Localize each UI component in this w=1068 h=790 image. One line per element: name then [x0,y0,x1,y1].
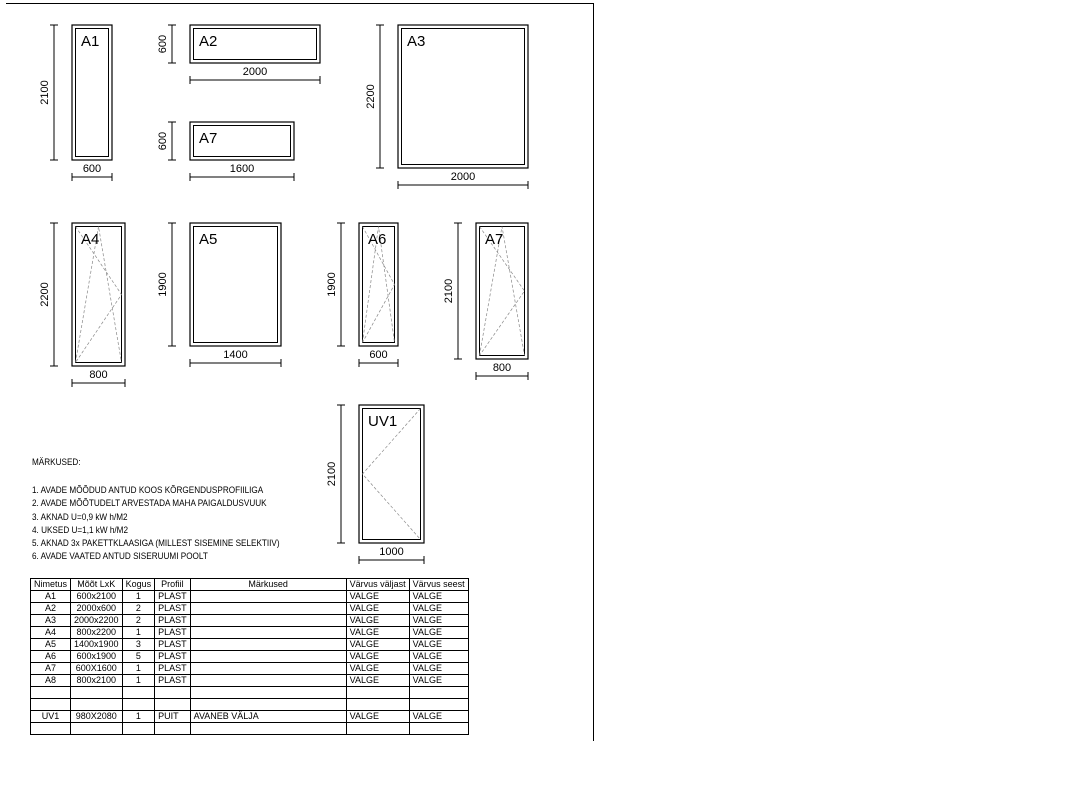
table-cell [190,639,346,651]
window-name-label: A1 [81,33,100,50]
window-name-label: A7 [199,130,218,147]
table-cell: A2 [31,603,71,615]
table-cell [122,723,155,735]
table-cell: PLAST [155,615,191,627]
table-cell: VALGE [346,639,409,651]
table-cell: A4 [31,627,71,639]
note-line: 3. AKNAD U=0,9 kW h/M2 [32,511,128,523]
table-row [31,687,469,699]
table-cell [190,675,346,687]
table-cell: VALGE [409,639,468,651]
dimension-width-label: 800 [89,369,108,381]
dimension-width-label: 1400 [223,349,248,361]
table-cell: A7 [31,663,71,675]
table-cell: VALGE [346,627,409,639]
table-cell [190,627,346,639]
table-cell: VALGE [409,603,468,615]
table-row [31,627,469,639]
table-cell [71,687,123,699]
table-cell: VALGE [409,711,468,723]
column-header: Nimetus [31,579,71,591]
table-cell [190,663,346,675]
table-cell: VALGE [346,663,409,675]
table-cell: 600X1600 [71,663,123,675]
table-cell [346,723,409,735]
window-name-label: UV1 [368,413,398,430]
table-cell: PLAST [155,627,191,639]
table-row [31,675,469,687]
table-cell: 1 [122,663,155,675]
dimension-height-label: 2100 [443,278,455,304]
dimension-height-label: 600 [157,131,169,151]
table-row [31,591,469,603]
dimension-height-label: 1900 [157,272,169,297]
table-row [31,663,469,675]
table-cell: A8 [31,675,71,687]
notes-block [32,456,307,563]
table-cell: 2 [122,615,155,627]
table-row [31,711,469,723]
table-cell: 2000x2200 [71,615,123,627]
window-name-label: A2 [199,33,218,50]
table-cell: 600x2100 [71,591,123,603]
table-cell [409,687,468,699]
table-cell: UV1 [31,711,71,723]
table-header-row [31,579,469,591]
dimension-height-label: 2100 [39,80,51,105]
table-cell: A1 [31,591,71,603]
table-cell: 1400x1900 [71,639,123,651]
window-name-label: A6 [368,231,387,248]
table-cell: PLAST [155,675,191,687]
dimension-width-label: 2000 [242,66,268,78]
note-line: 1. AVADE MÕÕDUD ANTUD KOOS KÕRGENDUSPROFIILIGA [32,485,264,497]
table-cell [155,687,191,699]
table-cell [71,699,123,711]
table-cell: PLAST [155,603,191,615]
table-cell: PLAST [155,639,191,651]
table-cell [346,699,409,711]
table-row [31,723,469,735]
table-cell: PLAST [155,651,191,663]
window-schedule-table [30,578,469,735]
table-cell: 3 [122,639,155,651]
dimension-height-label: 1900 [326,272,338,297]
table-cell: VALGE [409,651,468,663]
table-cell: 600x1900 [71,651,123,663]
table-cell [409,699,468,711]
note-line: 5. AKNAD 3x PAKETTKLAASIGA (MILLEST SISEMINE SELEKTIIV) [32,538,280,550]
table-cell: 1 [122,627,155,639]
table-row [31,615,469,627]
table-cell: VALGE [409,627,468,639]
dimension-width-label: 1600 [229,163,255,175]
table-cell [155,723,191,735]
table-cell [190,699,346,711]
table-cell: 980X2080 [71,711,123,723]
table-cell: A5 [31,639,71,651]
dimension-width-label: 1000 [379,546,404,558]
notes-title: MÄRKUSED: [32,457,81,468]
dimension-width-label: 600 [369,349,388,361]
column-header: Värvus väljast [346,579,409,591]
table-cell: A3 [31,615,71,627]
window-name-label: A5 [199,231,218,248]
table-cell [31,699,71,711]
dimension-height-label: 2200 [365,84,377,109]
table-cell: VALGE [346,603,409,615]
table-cell: 800x2200 [71,627,123,639]
dimension-width-label: 800 [492,362,512,374]
window-name-label: A7 [485,231,504,248]
table-cell [122,699,155,711]
column-header: Kogus [122,579,155,591]
table-cell: 5 [122,651,155,663]
column-header: Mõõt LxK [71,579,123,591]
table-row [31,699,469,711]
dimension-height-label: 2100 [326,461,338,487]
note-line: 6. AVADE VAATED ANTUD SISERUUMI POOLT [32,551,208,563]
table-row [31,639,469,651]
table-cell [346,687,409,699]
table-cell [155,699,191,711]
table-cell: 1 [122,591,155,603]
table-cell [190,615,346,627]
table-cell [190,603,346,615]
column-header: Värvus seest [409,579,468,591]
table-cell: 1 [122,675,155,687]
table-cell: 1 [122,711,155,723]
table-cell: VALGE [346,651,409,663]
table-cell [409,723,468,735]
column-header: Märkused [190,579,346,591]
table-cell: 2 [122,603,155,615]
table-cell: 800x2100 [71,675,123,687]
table-cell: VALGE [346,711,409,723]
table-cell: AVANEB VÄLJA [190,711,346,723]
table-row [31,603,469,615]
table-cell: VALGE [346,591,409,603]
table-cell [190,591,346,603]
table-cell: PLAST [155,591,191,603]
dimension-width-label: 600 [82,163,102,175]
table-cell: VALGE [346,615,409,627]
table-cell: PLAST [155,663,191,675]
table-cell [31,687,71,699]
table-cell [71,723,123,735]
window-name-label: A4 [81,231,100,248]
table-cell [190,687,346,699]
table-cell [122,687,155,699]
table-row [31,651,469,663]
table-cell: VALGE [409,615,468,627]
table-cell: VALGE [346,675,409,687]
note-line: 2. AVADE MÕÕTUDELT ARVESTADA MAHA PAIGALDUSVUUK [32,498,267,510]
table-cell [190,651,346,663]
window-name-label: A3 [407,33,426,50]
table-cell: VALGE [409,675,468,687]
dimension-height-label: 600 [157,34,169,54]
table-cell: 2000x600 [71,603,123,615]
dimension-width-label: 2000 [450,171,476,183]
table-cell: VALGE [409,591,468,603]
table-cell: PUIT [155,711,191,723]
note-line: 4. UKSED U=1,1 kW h/M2 [32,524,129,536]
table-cell: VALGE [409,663,468,675]
table-cell: A6 [31,651,71,663]
column-header: Profiil [155,579,191,591]
table-cell [190,723,346,735]
table-cell [31,723,71,735]
dimension-height-label: 2200 [39,282,51,307]
